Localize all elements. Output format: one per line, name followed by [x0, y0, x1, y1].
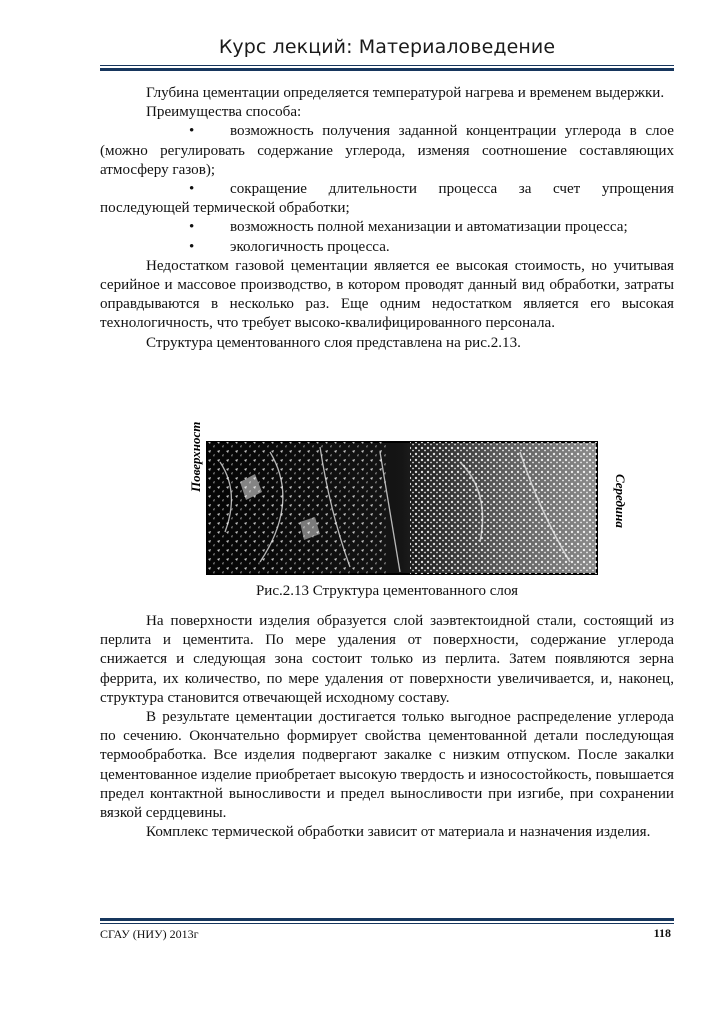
paragraph-advantages-intro: Преимущества способа: [146, 104, 302, 121]
page-header-title: Курс лекций: Материаловедение [218, 36, 556, 58]
bullet-icon: • [189, 181, 195, 198]
bullet-icon: • [189, 123, 195, 140]
figure-label-center: Середина [613, 474, 628, 528]
footer-institution: СГАУ (НИУ) 2013г [100, 927, 199, 941]
text-block-bottom [100, 612, 674, 842]
microstructure-image [180, 422, 630, 582]
list-item [100, 238, 674, 257]
paragraph-heat-treatment: Комплекс термической обработки зависит от материала и назначения изделия. [146, 824, 651, 841]
list-item-text: возможность полной механизации и автоматизации процесса; [230, 219, 628, 236]
list-item-text: сокращение длительности процесса за счет упрощения последующей термической обработки; [100, 181, 674, 217]
list-item-text: возможность получения заданной концентрации углерода в слое (можно регулировать содержание углерода, изменяя соотношение составляющих атмосферу газов); [100, 123, 674, 178]
list-item [100, 122, 674, 180]
microstructure-figure [180, 422, 630, 582]
paragraph-disadvantage: Недостатком газовой цементации является ее высокая стоимость, но учитывая серийное и массовое производство, в котором проводят данный вид обработки, затраты оправдываются в несколько раз. Еще одним недостатком является его высокая технологичность, что требует высоко-квалифицированного персонала. [100, 257, 674, 332]
footer-rule-thick [100, 918, 674, 921]
header-rule-thin [100, 65, 674, 66]
paragraph-depth: Глубина цементации определяется температурой нагрева и временем выдержки. [146, 85, 665, 101]
footer-rule-thin [100, 923, 674, 924]
page-number: 118 [653, 926, 671, 940]
paragraph-figure-ref: Структура цементованного слоя представлена на рис.2.13. [146, 334, 521, 351]
figure-label-surface: Поверхность [188, 422, 203, 492]
figure-caption: Рис.2.13 Структура цементованного слоя [255, 583, 519, 599]
bullet-icon: • [189, 238, 195, 255]
paragraph-results: В результате цементации достигается только выгодное распределение углерода по сечению. Окончательно формирует свойства цементованной детали последующая термообработка. Все изделия подвергают закалке с низким отпуском. После закалки цементованное изделие приобретает высокую твердость и износостойкость, повышается предел контактной выносливости и предел выносливости при изгибе, при сохранении вязкой сердцевины. [100, 709, 674, 822]
text-block-top [100, 84, 674, 353]
list-item [100, 180, 674, 218]
list-item [100, 218, 674, 237]
header-rule-thick [100, 68, 674, 71]
bullet-icon: • [189, 219, 195, 236]
paragraph-structure: На поверхности изделия образуется слой заэвтектоидной стали, состоящий из перлита и цементита. По мере удаления от поверхности, содержание углерода снижается и следующая зона состоит только из перлита. Затем появляются зерна феррита, их количество, по мере удаления от поверхности увеличивается, и, наконец, структура становится отвечающей исходному составу. [100, 613, 674, 706]
list-item-text: экологичность процесса. [230, 238, 390, 255]
